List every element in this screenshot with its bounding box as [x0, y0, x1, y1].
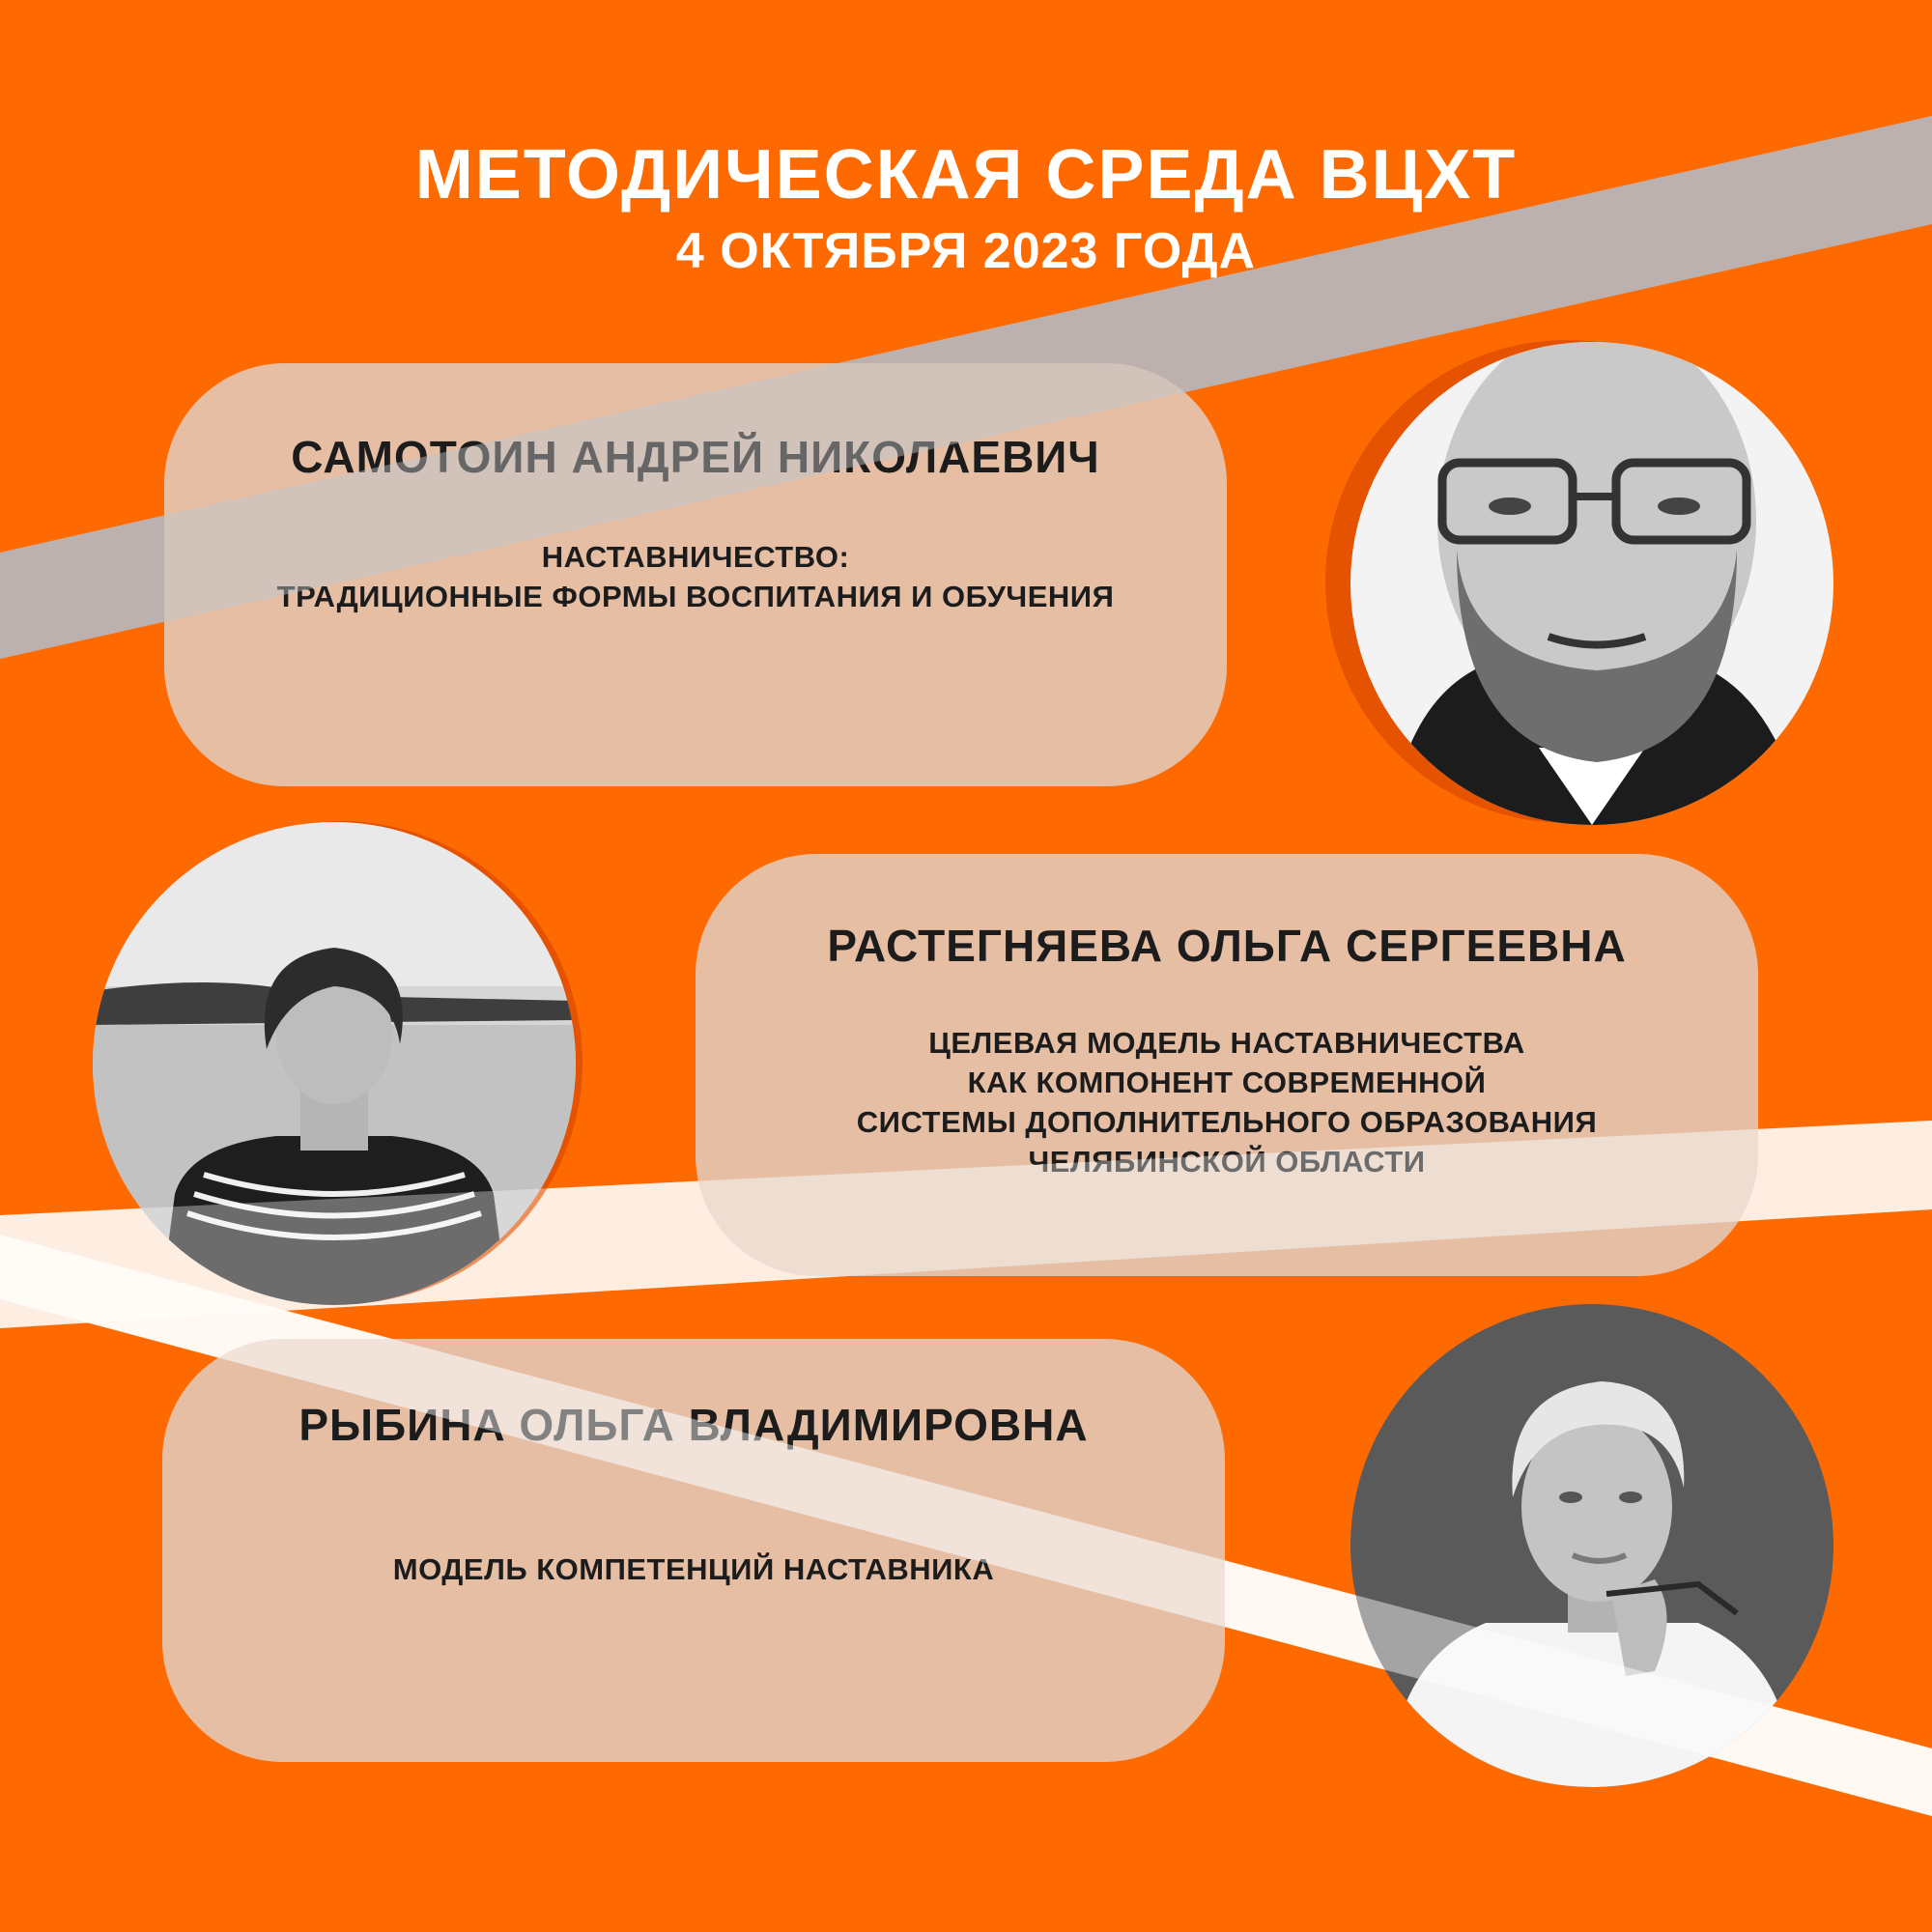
speaker-topic	[696, 1023, 1758, 1181]
speaker-photo-3	[1350, 1304, 1833, 1787]
topic-line: КАК КОМПОНЕНТ СОВРЕМЕННОЙ	[967, 1065, 1487, 1099]
speaker-card-3	[162, 1339, 1225, 1762]
topic-line: ЦЕЛЕВАЯ МОДЕЛЬ НАСТАВНИЧЕСТВА	[928, 1026, 1525, 1060]
event-date: 4 ОКТЯБРЯ 2023 ГОДА	[675, 223, 1257, 279]
speaker-card-2	[696, 854, 1758, 1276]
speaker-card-1	[164, 363, 1227, 786]
speaker-topic	[162, 1549, 1225, 1589]
topic-line: МОДЕЛЬ КОМПЕТЕНЦИЙ НАСТАВНИКА	[392, 1552, 995, 1586]
topic-line: ТРАДИЦИОННЫЕ ФОРМЫ ВОСПИТАНИЯ И ОБУЧЕНИЯ	[276, 580, 1115, 613]
speaker-name: САМОТОИН АНДРЕЙ НИКОЛАЕВИЧ	[291, 432, 1100, 482]
speaker-photo-2	[93, 822, 576, 1305]
speaker-name: РЫБИНА ОЛЬГА ВЛАДИМИРОВНА	[298, 1400, 1089, 1450]
header	[0, 130, 1932, 283]
topic-line: НАСТАВНИЧЕСТВО:	[541, 540, 850, 574]
speaker-photo-1	[1350, 342, 1833, 825]
page-title: МЕТОДИЧЕСКАЯ СРЕДА ВЦХТ	[414, 136, 1518, 213]
speaker-name: РАСТЕГНЯЕВА ОЛЬГА СЕРГЕЕВНА	[827, 921, 1627, 971]
topic-line: ЧЕЛЯБИНСКОЙ ОБЛАСТИ	[1028, 1145, 1426, 1179]
speaker-topic	[164, 537, 1227, 616]
topic-line: СИСТЕМЫ ДОПОЛНИТЕЛЬНОГО ОБРАЗОВАНИЯ	[856, 1105, 1598, 1139]
